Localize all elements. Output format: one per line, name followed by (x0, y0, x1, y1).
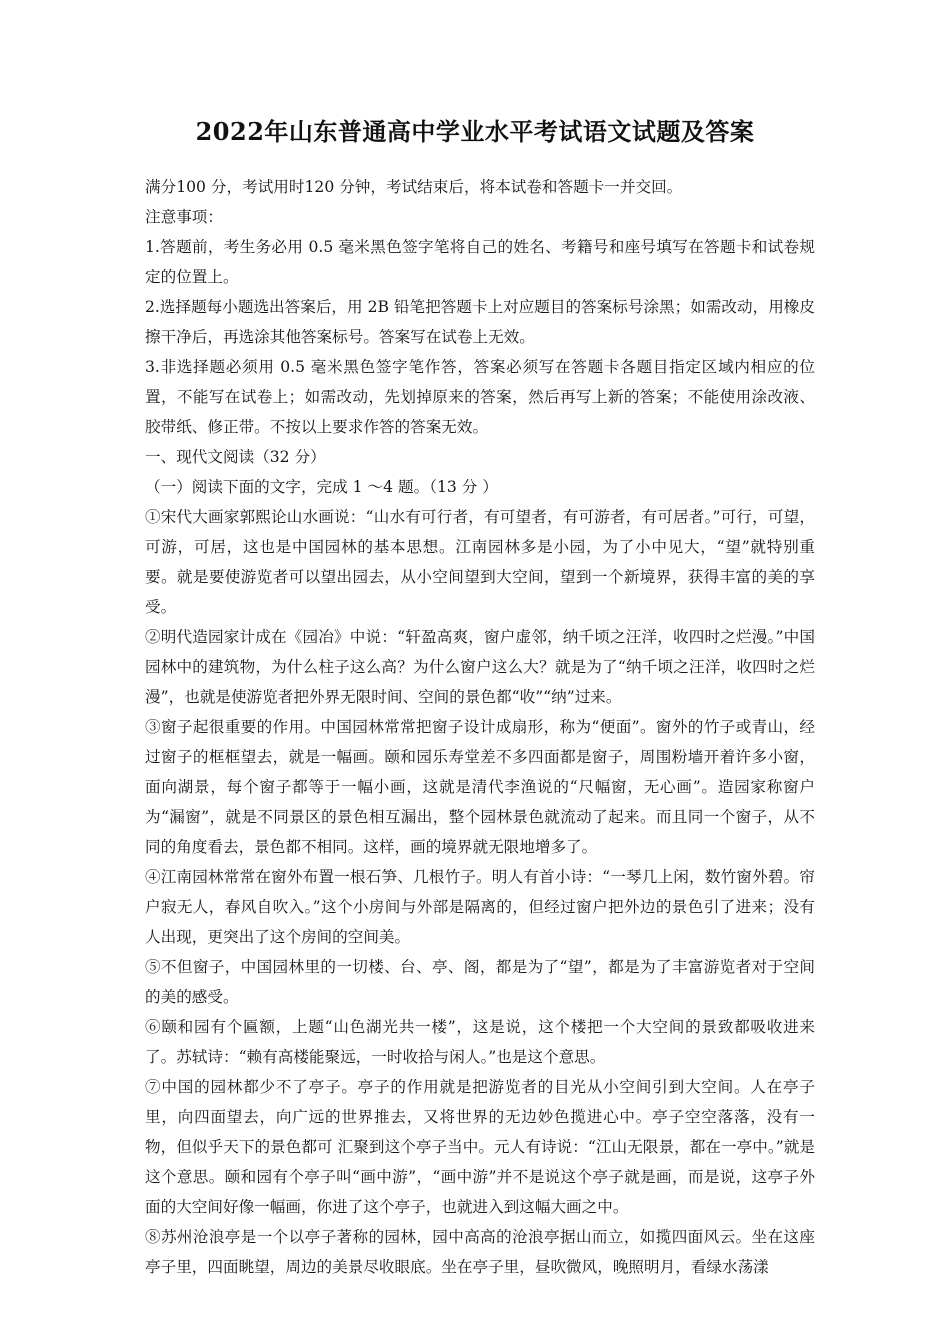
document-body (145, 172, 815, 1282)
passage-paragraph-3: ③窗子起很重要的作用。中国园林常常把窗子设计成扇形，称为“便面”。窗外的竹子或青山，经过窗子的框框望去，就是一幅画。颐和园乐寿堂差不多四面都是窗子，周围粉墙开着许多小窗，面向湖景，每个窗子都等于一幅小画，这就是清代李渔说的“尺幅窗，无心画”。造园家称窗户为“漏窗”，就是不同景区的景色相互漏出，整个园林景色就流动了起来。而且同一个窗子，从不同的角度看去，景色都不相同。这样，画的境界就无限地增多了。 (145, 718, 815, 856)
passage-paragraph-6: ⑥颐和园有个匾额，上题“山色湖光共一楼”，这是说，这个楼把一个大空间的景致都吸收进来了。苏轼诗：“赖有高楼能聚远，一时收拾与闲人。”也是这个意思。 (145, 1018, 815, 1066)
notice-item-1: 1.答题前，考生务必用 0.5 毫米黑色签字笔将自己的姓名、考籍号和座号填写在答题卡和试卷规定的位置上。 (145, 238, 815, 286)
passage-paragraph-2: ②明代造园家计成在《园冶》中说：“轩盈高爽，窗户虚邻，纳千顷之汪洋，收四时之烂漫。”中国园林中的建筑物，为什么柱子这么高？为什么窗户这么大？就是为了“纳千顷之汪洋，收四时之烂漫”，也就是使游览者把外界无限时间、空间的景色都“收”“纳”过来。 (145, 628, 815, 706)
subsection-heading: （一）阅读下面的文字，完成 1 ～4 题。（13 分 ） (145, 478, 498, 496)
passage-paragraph-8: ⑧苏州沧浪亭是一个以亭子著称的园林，园中高高的沧浪亭据山而立，如揽四面风云。坐在这座亭子里，四面眺望，周边的美景尽收眼底。坐在亭子里，昼吹微风，晚照明月，看绿水荡漾 (145, 1228, 815, 1276)
notice-item-2: 2.选择题每小题选出答案后，用 2B 铅笔把答题卡上对应题目的答案标号涂黑；如需改动，用橡皮擦干净后，再选涂其他答案标号。答案写在试卷上无效。 (145, 298, 815, 346)
passage-paragraph-7: ⑦中国的园林都少不了亭子。亭子的作用就是把游览者的目光从小空间引到大空间。人在亭子里，向四面望去，向广远的世界推去，又将世界的无边妙色揽进心中。亭子空空落落，没有一物，但似乎天下的景色都可 汇聚到这个亭子当中。元人有诗说：“江山无限景，都在一亭中。”就是这个意思。颐和园有个亭子叫“画中游”，“画中游”并不是说这个亭子就是画，而是说，这亭子外面的大空间好像一幅画，你进了这个亭子，也就进入到这幅大画之中。 (145, 1078, 815, 1216)
exam-info-line: 满分100 分，考试用时120 分钟，考试结束后，将本试卷和答题卡一并交回。 (145, 178, 683, 196)
notice-heading: 注意事项： (145, 208, 223, 226)
notice-item-3: 3.非选择题必须用 0.5 毫米黑色签字笔作答，答案必须写在答题卡各题目指定区域内相应的位置，不能写在试卷上；如需改动，先划掉原来的答案，然后再写上新的答案；不能使用涂改液、胶带纸、修正带。不按以上要求作答的答案无效。 (145, 358, 815, 436)
section-heading: 一、现代文阅读（32 分） (145, 448, 326, 466)
passage-paragraph-4: ④江南园林常常在窗外布置一根石笋、几根竹子。明人有首小诗：“一琴几上闲，数竹窗外碧。帘户寂无人，春风自吹入。”这个小房间与外部是隔离的，但经过窗户把外边的景色引了进来；没有人出现，更突出了这个房间的空间美。 (145, 868, 815, 946)
passage-paragraph-5: ⑤不但窗子，中国园林里的一切楼、台、亭、阁，都是为了“望”，都是为了丰富游览者对于空间的美的感受。 (145, 958, 815, 1006)
document-title: 2022年山东普通高中学业水平考试语文试题及答案 (195, 117, 755, 146)
passage-paragraph-1: ①宋代大画家郭熙论山水画说：“山水有可行者，有可望者，有可游者，有可居者。”可行，可望，可游，可居，这也是中国园林的基本思想。江南园林多是小园，为了小中见大，“望”就特别重要。就是要使游览者可以望出园去，从小空间望到大空间，望到一个新境界，获得丰富的美的享受。 (145, 508, 815, 616)
